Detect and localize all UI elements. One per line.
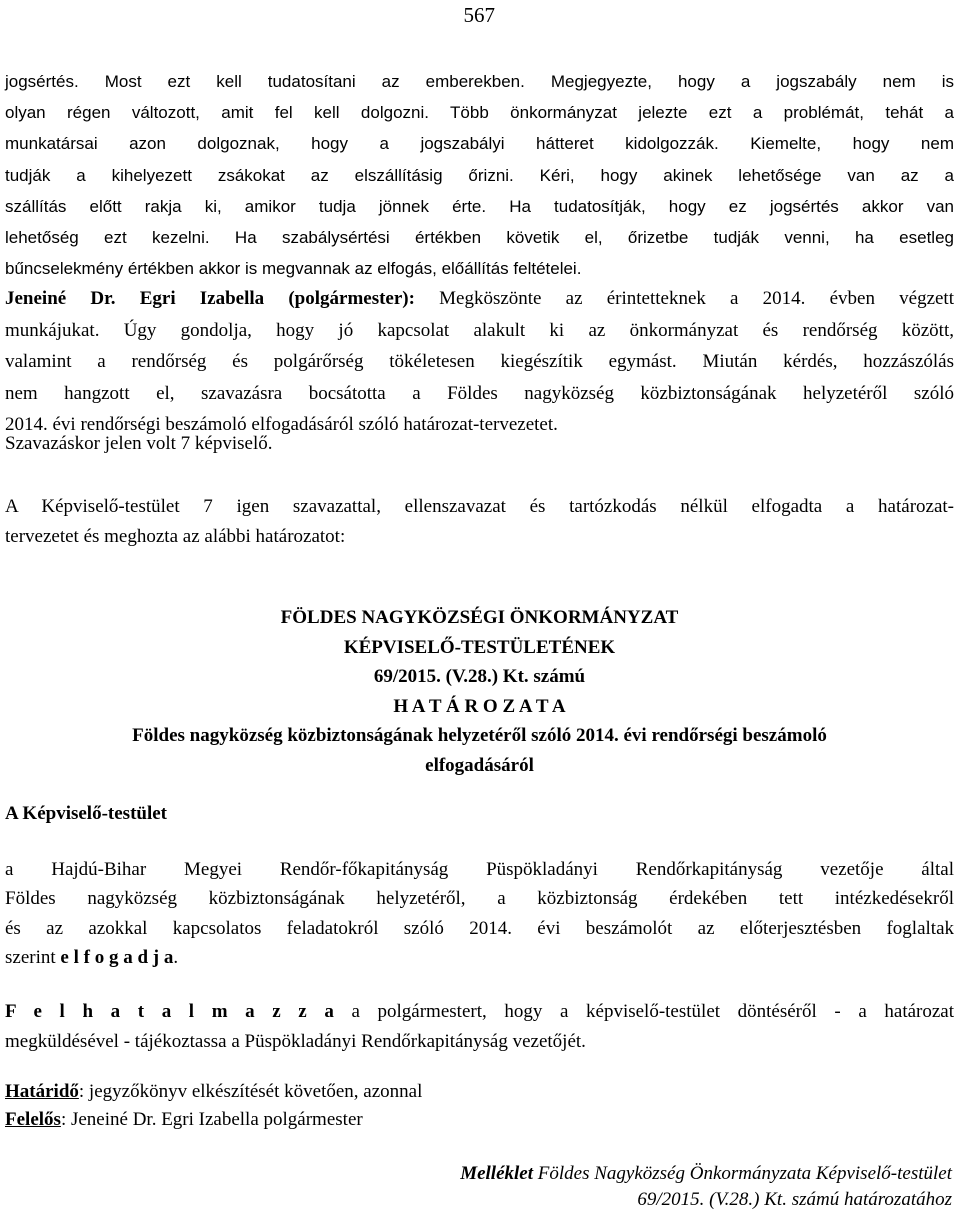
annex-reference [460,1161,952,1213]
body-label: A Képviselő-testület [5,803,168,824]
intro-line: munkatársai azon dolgoznak, hogy a jogszabályi hátteret kidolgozzák. Kiemelte, hogy nem [5,134,954,154]
deadline-label: Határidő [5,1081,79,1102]
mayor-speech-first-line [5,283,954,315]
heading-body-name: KÉPVISELŐ-TESTÜLETÉNEK [343,636,616,658]
intro-line: bűncselekmény értékben akkor is megvannak az elfogás, előállítás feltételei. [5,259,582,279]
annex-line [460,1161,952,1187]
speaker-name: Jeneiné Dr. Egri Izabella (polgármester): [5,288,415,309]
annex-line-2: 69/2015. (V.28.) Kt. számú határozatához [637,1189,952,1210]
speech-line: nem hangzott el, szavazásra bocsátotta a Földes nagyközség közbiztonságának helyzetéről szóló [5,382,954,404]
attendance-text: Szavazáskor jelen volt 7 képviselő. [5,433,273,454]
decision-suffix: . [173,946,179,968]
vote-line: tervezetet és meghozta az alábbi határozatot: [5,526,346,547]
speech-line: 2014. évi rendőrségi beszámoló elfogadásáról szóló határozat-tervezetet. [5,414,558,436]
responsible-label: Felelős [5,1109,61,1130]
decision-line: és az azokkal kapcsolatos feladatokról szóló 2014. évi beszámolót az előterjesztésben foglaltak [5,917,954,939]
deadline-value: : jegyzőkönyv elkészítését követően, azonnal [78,1081,423,1102]
decision-line: Földes nagyközség közbiztonságának helyzetéről, a közbiztonság érdekében tett intézkedésekről [5,888,954,910]
mandate-keyword: F e l h a t a l m a z z a [5,1001,334,1022]
intro-paragraph [5,66,954,284]
mayor-speech-paragraph [5,283,954,441]
vote-paragraph [5,492,954,552]
decision-line-last [5,943,954,972]
intro-line: olyan régen változott, amit fel kell dolgozni. Több önkormányzat jelezte ezt a problémát, tehát a [5,103,954,123]
decision-line: a Hajdú-Bihar Megyei Rendőr-főkapitányság Püspökladányi Rendőrkapitányság vezetője által [5,859,954,880]
heading-resolution-number: 69/2015. (V.28.) Kt. számú [373,666,586,688]
resolution-heading [5,603,954,781]
speech-text: Megköszönte az érintetteknek a 2014. évben végzett [414,288,954,309]
heading-council-name: FÖLDES NAGYKÖZSÉGI ÖNKORMÁNYZAT [280,607,679,628]
heading-resolution-label: H A T Á R O Z A T A [393,695,566,717]
intro-line: jogsértés. Most ezt kell tudatosítani az emberekben. Megjegyezte, hogy a jogszabály nem is [5,72,954,91]
decision-paragraph [5,855,954,972]
decision-keyword: e l f o g a d j a [60,946,174,968]
annex-label: Melléklet [460,1163,534,1184]
mandate-paragraph [5,997,954,1057]
deadline-row [5,1078,954,1106]
mandate-text: a polgármestert, hogy a képviselő-testület döntéséről - a határozat [333,1001,955,1022]
vote-line: A Képviselő-testület 7 igen szavazattal, ellenszavazat és tartózkodás nélkül elfogadta a határozat- [5,496,954,517]
intro-line: lehetőség ezt kezelni. Ha szabálysértési értékben követik el, őrizetbe tudják venni, ha esetleg [5,228,954,248]
intro-line: szállítás előtt rakja ki, amikor tudja jönnek érte. Ha tudatosítják, hogy ez jogsértés akkor van [5,196,954,216]
page-number: 567 [463,3,495,27]
annex-text: Földes Nagyközség Önkormányzata Képviselő-testület [533,1163,952,1184]
mandate-line: megküldésével - tájékoztassa a Püspökladányi Rendőrkapitányság vezetőjét. [5,1031,586,1052]
deadline-block [5,1078,954,1134]
decision-prefix: szerint [5,946,61,968]
speech-line: munkájukat. Úgy gondolja, hogy jó kapcsolat alakult ki az önkormányzat és rendőrség között, [5,319,954,341]
heading-resolution-subject: Földes nagyközség közbiztonságának helyzetéről szóló 2014. évi rendőrségi beszámoló [132,725,827,747]
responsible-row [5,1106,954,1134]
heading-resolution-subject-cont: elfogadásáról [425,754,534,776]
responsible-value: : Jeneiné Dr. Egri Izabella polgármester [60,1109,363,1130]
intro-line: tudják a kihelyezett zsákokat az elszállításig őrizni. Kéri, hogy akinek lehetősége van az a [5,165,954,185]
speech-line: valamint a rendőrség és polgárőrség tökéletesen kiegészítik egymást. Miután kérdés, hozzászólás [5,351,954,373]
mandate-first-line [5,997,954,1027]
